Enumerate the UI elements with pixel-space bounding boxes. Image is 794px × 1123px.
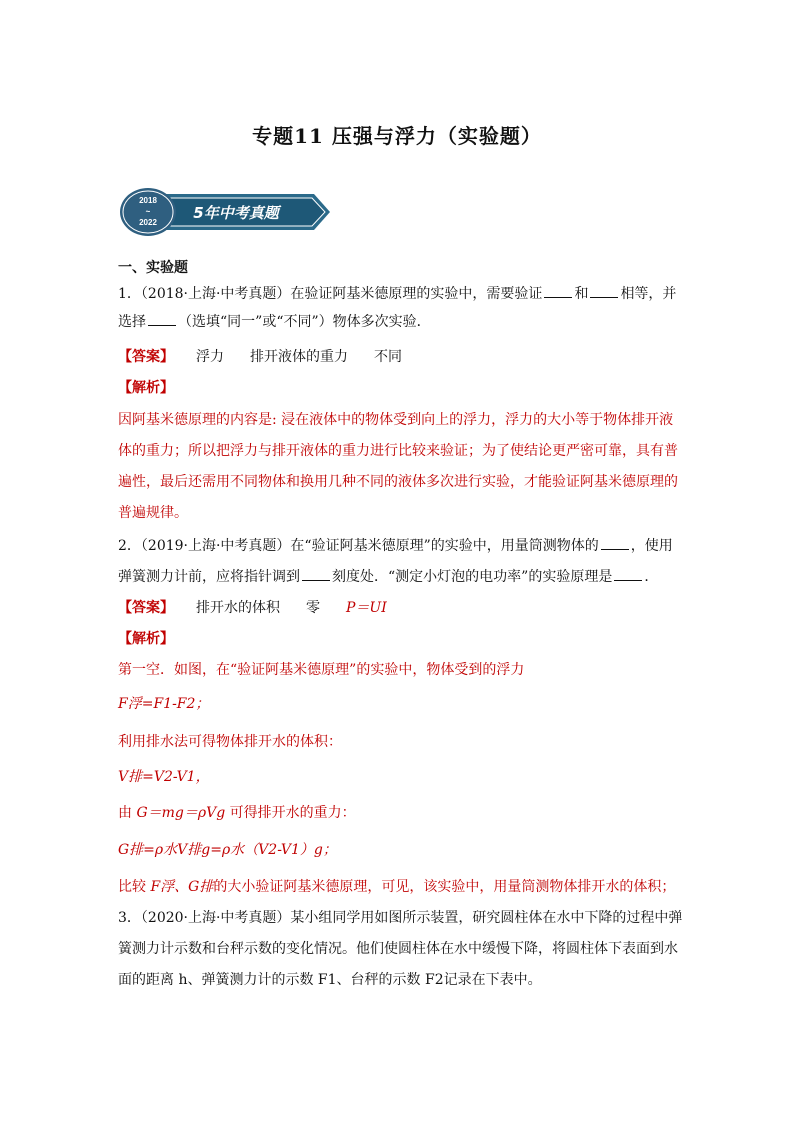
q1-blank-2 — [590, 285, 618, 298]
q2-line-2: 弹簧测力计前，应将指针调到 刻度处．“测定小灯泡的电功率”的实验原理是 ． — [118, 569, 659, 585]
q2-text-1: 第一空．如图，在“验证阿基米德原理”的实验中，物体受到的浮力 — [118, 662, 525, 678]
q2-blank-1 — [601, 537, 629, 550]
q2-blank-2 — [302, 568, 330, 581]
section-heading: 一、实验题 — [118, 260, 188, 276]
answer-label: 【答案】 — [118, 600, 174, 616]
section-banner — [118, 182, 333, 242]
q2-text-2: 利用排水法可得物体排开水的体积： — [118, 734, 342, 750]
q2-text-4: 比较 F浮、G排的大小验证阿基米德原理，可见，该实验中，用量筒测物体排开水的体积； — [118, 879, 676, 895]
q1-analysis-line-4: 普遍规律。 — [118, 505, 188, 521]
q2-formula-3: G排=ρ水V排g=ρ水（V2-V1）g； — [118, 842, 337, 858]
q2-line-1: 2．（2019·上海·中考真题）在“验证阿基米德原理”的实验中，用量筒测物体的 ，使用 — [118, 538, 673, 554]
q2-answer: 【答案】 排开水的体积 零 P＝UI — [118, 600, 387, 616]
answer-label: 【答案】 — [118, 349, 174, 365]
q1-analysis-label: 【解析】 — [118, 380, 174, 396]
q1-analysis-line-2: 体的重力；所以把浮力与排开液体的重力进行比较来验证；为了使结论更严密可靠，具有普 — [118, 443, 678, 459]
q2-analysis-label: 【解析】 — [118, 631, 174, 647]
q2-formula-2: V排=V2-V1， — [118, 769, 210, 785]
q1-blank-1 — [544, 285, 572, 298]
banner-years-top: 2018 — [139, 196, 157, 205]
banner-label: 5年中考真题 — [193, 204, 279, 222]
page-title: 专题11 压强与浮力（实验题） — [252, 124, 542, 148]
q2-formula-1: F浮=F1-F2； — [118, 696, 210, 712]
q3-line-1: 3．（2020·上海·中考真题）某小组同学用如图所示装置，研究圆柱体在水中下降的过程中弹 — [118, 910, 683, 926]
q1-line-2: 选择 （选填“同一”或“不同”）物体多次实验． — [118, 314, 431, 330]
q1-line-1: 1．（2018·上海·中考真题）在验证阿基米德原理的实验中，需要验证 和 相等，并 — [118, 286, 677, 302]
q3-line-3: 面的距离 h、弹簧测力计的示数 F1、台秤的示数 F2记录在下表中。 — [118, 972, 542, 988]
banner-years-mid: ~ — [145, 207, 151, 216]
banner-years-bottom: 2022 — [139, 218, 157, 227]
q3-line-2: 簧测力计示数和台秤示数的变化情况。他们使圆柱体在水中缓慢下降，将圆柱体下表面到水 — [118, 941, 678, 957]
q1-answer: 【答案】 浮力 排开液体的重力 不同 — [118, 349, 402, 365]
q2-text-3: 由 G＝mg＝ρVg 可得排开水的重力： — [118, 805, 356, 821]
q1-analysis-line-3: 遍性，最后还需用不同物体和换用几种不同的液体多次进行实验，才能验证阿基米德原理的 — [118, 474, 678, 490]
q1-blank-3 — [148, 313, 176, 326]
q2-blank-3 — [614, 568, 642, 581]
q1-analysis-line-1: 因阿基米德原理的内容是: 浸在液体中的物体受到向上的浮力，浮力的大小等于物体排开液 — [118, 412, 674, 428]
